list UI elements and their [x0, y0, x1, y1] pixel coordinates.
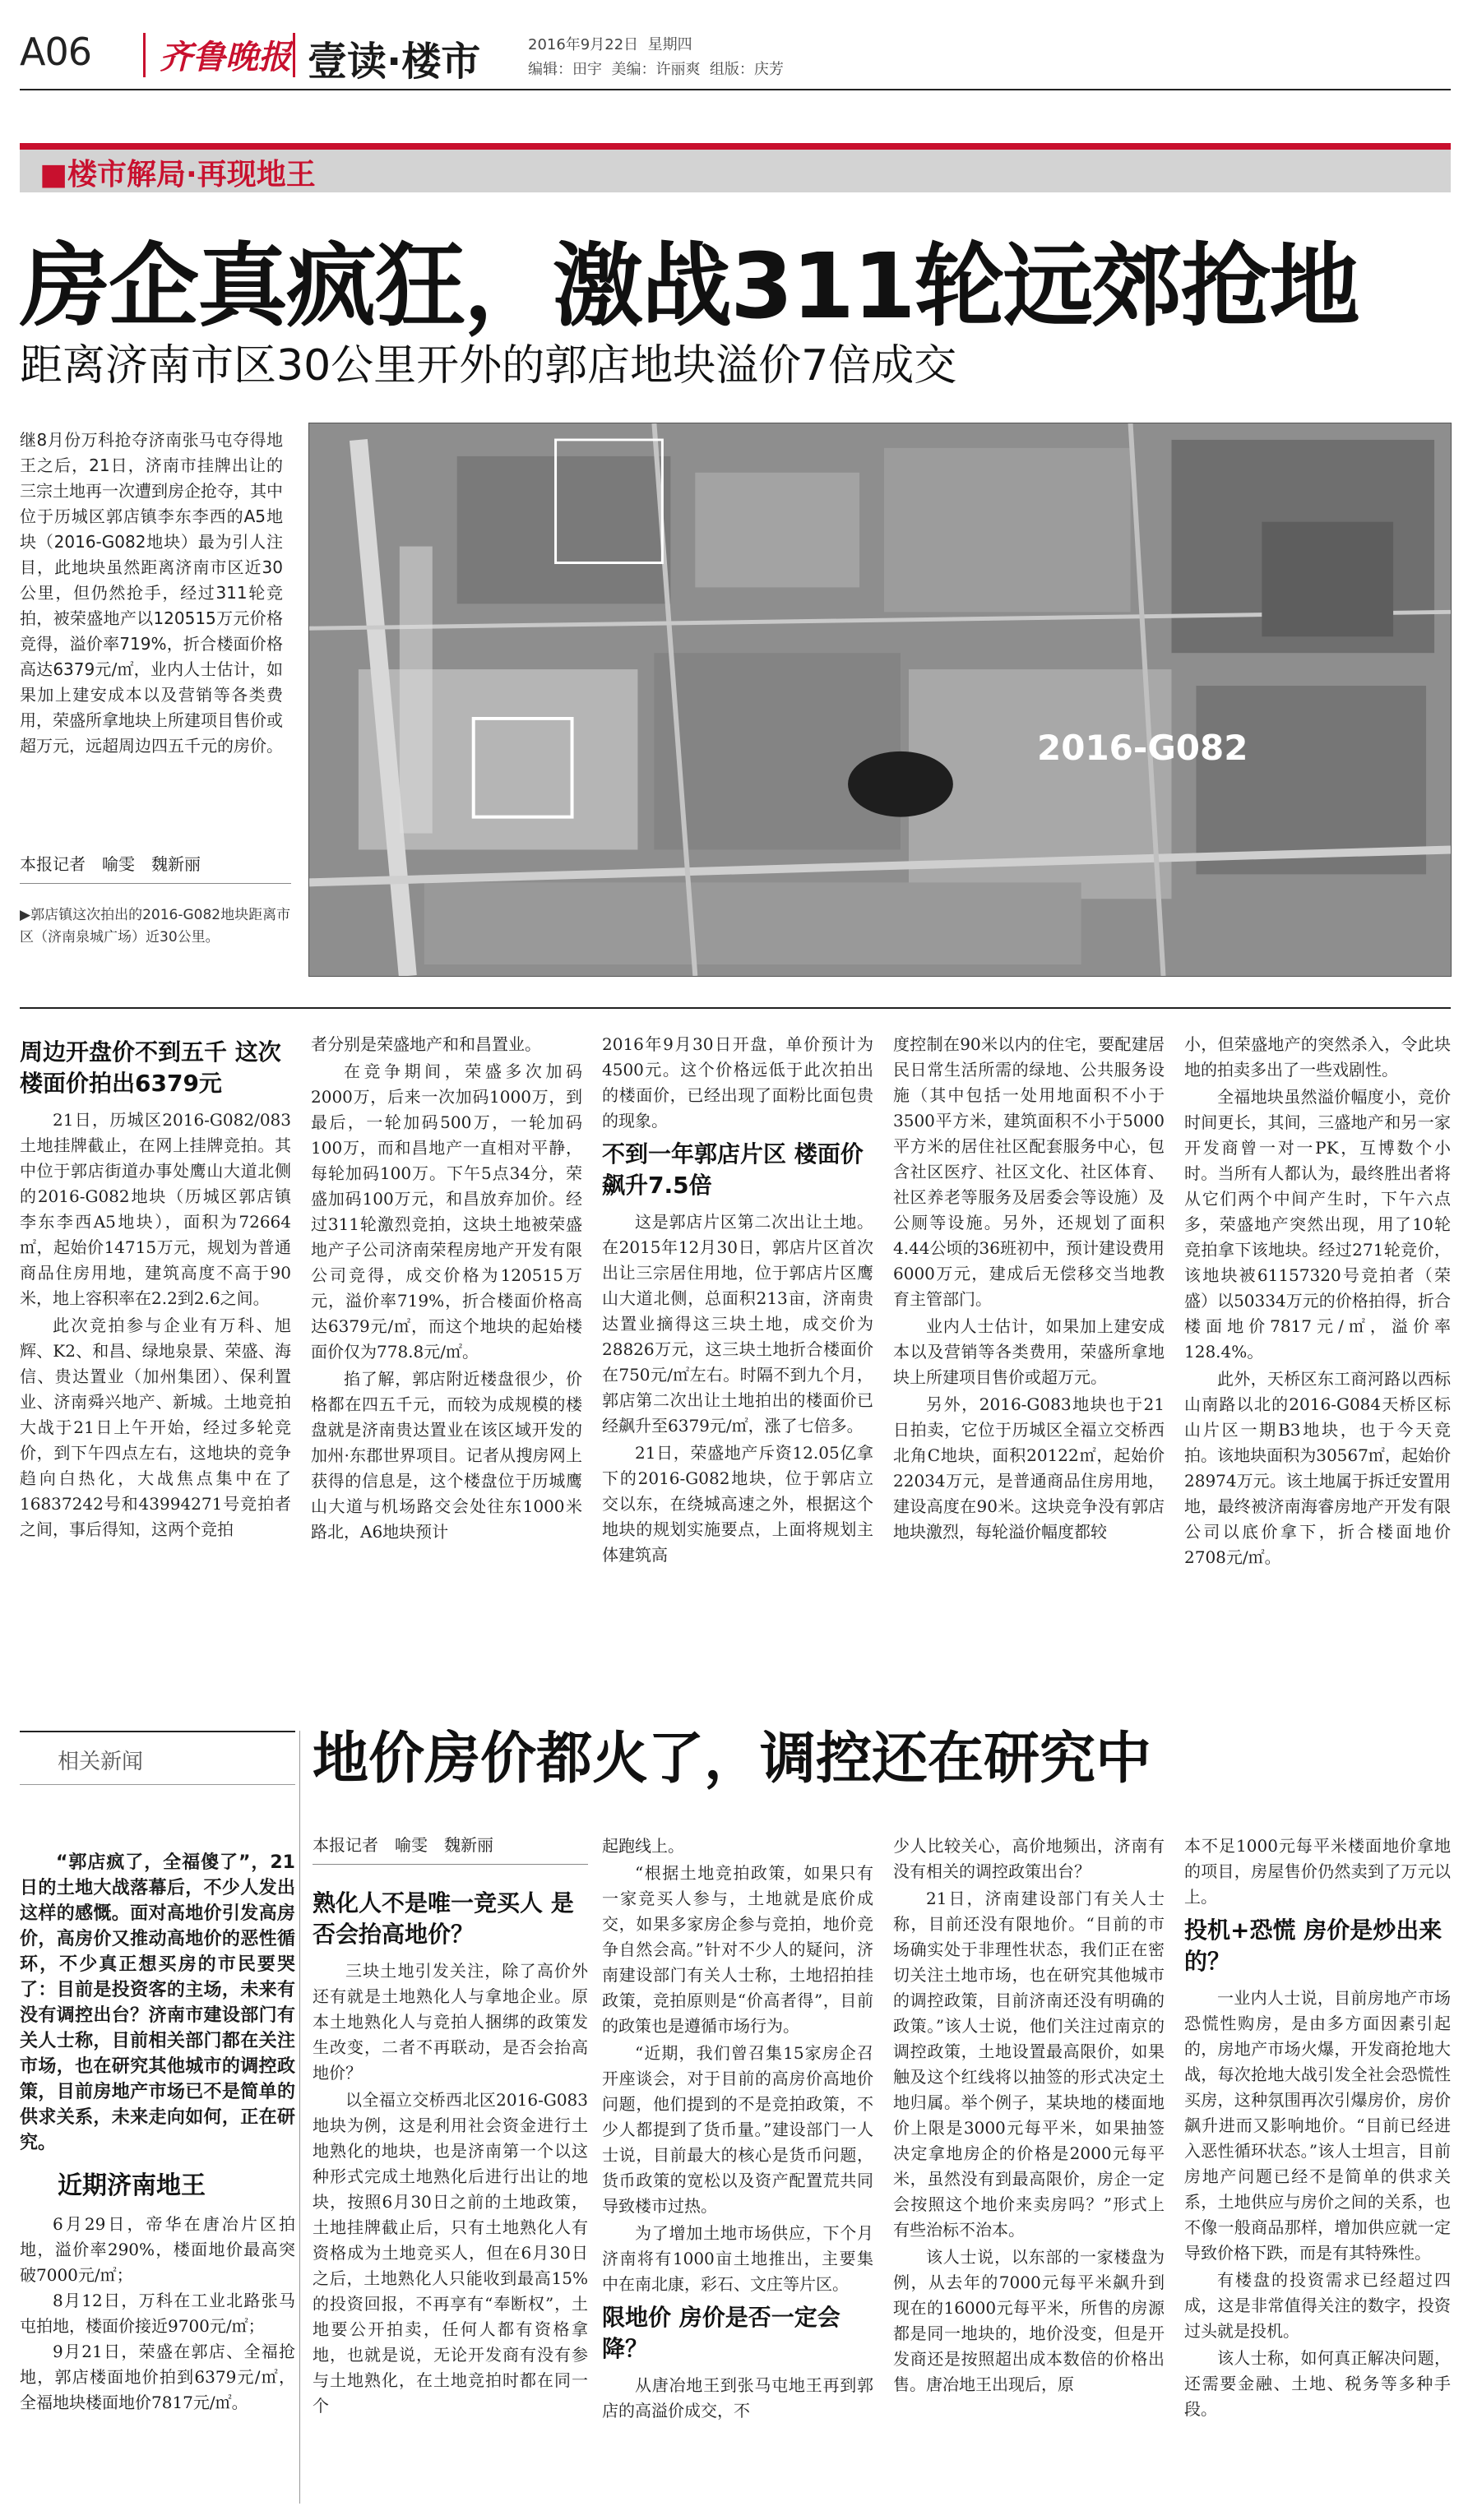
related-rule	[20, 1731, 295, 1732]
paragraph: “近期，我们曾召集15家房企召开座谈会，对于目前的高房价高地价问题，他们提到的不是竞拍政策，不少人都提到了货币量。”建设部门一人士说，目前最大的核心是货币问题，货币政策的宽松以及资产配置荒共同导致楼市过热。	[602, 2043, 873, 2216]
paragraph: “根据土地竞拍政策，如果只有一家竞买人参与，土地就是底价成交，如果多家房企参与竞拍，地价竞争自然会高。”针对不少人的疑问，济南建设部门有关人士称，土地招拍挂政策，竞拍原则是“价高者得”，目前的政策也是遵循市场行为。	[602, 1863, 873, 2036]
designer-credit: 美编：许丽爽	[611, 61, 701, 78]
paragraph: 起跑线上。	[602, 1836, 684, 1856]
paragraph: 为了增加土地市场供应，下个月济南将有1000亩土地推出，主要集中在南北康，彩石、文庄等片区。	[602, 2223, 873, 2294]
paragraph: 2016年9月30日开盘，单价预计为4500元。这个价格远低于此次拍出的楼面价，已经出现了面粉比面包贵的现象。	[602, 1034, 873, 1131]
list-item: 8月12日，万科在工业北路张马屯拍地，楼面价接近9700元/㎡；	[20, 2291, 295, 2336]
paragraph: 本不足1000元每平米楼面地价拿地的项目，房屋售价仍然卖到了万元以上。	[1184, 1836, 1451, 1907]
paragraph: 全福地块虽然溢价幅度小，竞价时间更长，其间，三盛地产和另一家开发商曾一对一PK，互博数个小时。当所有人都认为，最终胜出者将从它们两个中间产生时，下午六点多，荣盛地产突然出现，用了10轮竞拍拿下该地块。经过271轮竞价，该地块被61157320号竞拍者（荣盛）以50334万元的价格拍得，折合楼面地价7817元/㎡，溢价率128.4%。	[1184, 1087, 1451, 1362]
recent-land-kings-title: 近期济南地王	[58, 2171, 206, 2200]
editor-credit: 编辑：田宇	[528, 61, 602, 78]
article-column-3	[602, 1032, 873, 1624]
related-news-title: 相关新闻	[58, 1750, 144, 1774]
paragraph: 另外，2016-G083地块也于21日拍卖，它位于历城区全福立交桥西北角C地块，面积20122㎡，起始价22034万元，是普通商品住房用地，建设高度在90米。这块竞争没有郭店地块激烈，每轮溢价幅度都较	[893, 1394, 1165, 1542]
article-column-2	[311, 1032, 582, 1624]
masthead	[20, 25, 1451, 90]
issue-date	[528, 33, 692, 54]
paragraph: 此外，天桥区东工商河路以西标山南路以北的2016-G084天桥区标山片区一期B3地块，也于今天竞拍。该地块面积为30567㎡，起始价28974万元。该土地属于拆迁安置用地，最终被济南海睿房地产开发有限公司以底价拿下，折合楼面地价2708元/㎡。	[1184, 1369, 1451, 1567]
column-heading: 投机+恐慌 房价是炒出来的？	[1184, 1917, 1443, 1975]
paragraph: 业内人士估计，如果加上建安成本以及营销等各类费用，荣盛所拿地块上所建项目售价或超万元。	[893, 1316, 1165, 1387]
paragraph: 21日，历城区2016-G082/083土地挂牌截止，在网上挂牌竞拍。其中位于郭店街道办事处鹰山大道北侧的2016-G082地块（历城区郭店镇李东李西A5地块），面积为72664㎡，起始价14715万元，规划为普通商品住房用地，建筑高度不高于90米，地上容积率在2.2到2.6之间。	[20, 1110, 291, 1308]
story2-column-1	[313, 1883, 588, 2508]
satellite-map-photo	[308, 423, 1452, 977]
paragraph: 此次竞拍参与企业有万科、旭辉、K2、和昌、绿地泉景、荣盛、海信、贵达置业（加州集团）、保利置业、济南舜兴地产、新城。土地竞拍大战于21日上午开始，经过多轮竞价，到下午四点左右，这地块的竞争趋向白热化，大战焦点集中在了16837242号和43994271号竞拍者之间，事后得知，这两个竞拍	[20, 1315, 291, 1539]
paragraph: 小，但荣盛地产的突然杀入，令此块地的拍卖多出了一些戏剧性。	[1184, 1034, 1451, 1080]
article-column-4	[893, 1032, 1165, 1624]
paragraph: 少人比较关心，高价地频出，济南有没有相关的调控政策出台？	[893, 1836, 1165, 1881]
paragraph: 从唐冶地王到张马屯地王再到郭店的高溢价成交，不	[602, 2375, 873, 2421]
column-heading: 不到一年郭店片区 楼面价飙升7.5倍	[602, 1140, 864, 1199]
page-number: A06	[20, 30, 92, 74]
paragraph: 者分别是荣盛地产和和昌置业。	[311, 1034, 541, 1054]
article-column-5	[1184, 1032, 1451, 1624]
lead-paragraph: 继8月份万科抢夺济南张马屯夺得地王之后，21日，济南市挂牌出让的三宗土地再一次遭到房企抢夺，其中位于历城区郭店镇李东李西的A5地块（2016-G082地块）最为引人注目，此地块虽然距离济南市区近30公里，但仍然抢手，经过311轮竞拍，被荣盛地产以120515万元价格竞得，溢价率719%，折合楼面价格高达6379元/㎡，业内人士估计，如果加上建安成本以及营销等各类费用，荣盛所拿地块上所建项目售价或超万元，远超周边四五千元的房价。	[20, 430, 283, 756]
column-heading: 熟化人不是唯一竞买人 是否会抬高地价？	[313, 1889, 574, 1948]
photo-caption: ▶郭店镇这次拍出的2016-G082地块距离市区（济南泉城广场）近30公里。	[20, 907, 291, 946]
related-rule	[20, 1784, 295, 1785]
story2-headline: 地价房价都火了，调控还在研究中	[313, 1727, 1152, 1792]
article-column-1	[20, 1032, 291, 1624]
paragraph: 21日，济南建设部门有关人士称，目前还没有限地价。“目前的市场确实处于非理性状态，我们正在密切关注土地市场，也在研究其他城市的调控政策，目前济南还没有明确的政策。”该人士说，他们关注过南京的调控政策，土地设置最高限价，如果触及这个红线将以抽签的形式决定土地归属。举个例子，某块地的楼面地价上限是3000元每平米，如果抽签决定拿地房企的价格是2000元每平米，虽然没有到最高限价，房企一定会按照这个地价来卖房吗？”形式上有些治标不治本。	[893, 1889, 1165, 2240]
paragraph: 三块土地引发关注，除了高价外还有就是土地熟化人与拿地企业。原本土地熟化人与竞拍人捆绑的政策发生改变，二者不再联动，是否会抬高地价？	[313, 1961, 588, 2083]
paper-logo: 齐鲁晚报	[160, 38, 291, 76]
paragraph: 以全福立交桥西北区2016-G083地块为例，这是利用社会资金进行土地熟化的地块，也是济南第一个以这种形式完成土地熟化后进行出让的地块，按照6月30日之前的土地政策，土地挂牌截止后，只有土地熟化人有资格成为土地竞买人，但在6月30日之后，土地熟化人只能收到最高15%的投资回报，不再享有“奉断权”，土地要公开拍卖，任何人都有资格拿地，也就是说，无论开发商有没有参与土地熟化，在土地竞拍时都在同一个	[313, 2090, 588, 2416]
story2-column-3	[893, 1833, 1165, 2508]
masthead-separator	[293, 33, 295, 77]
section-divider	[20, 1007, 1451, 1009]
related-news-body	[20, 1850, 295, 2156]
byline: 本报记者 喻雯 魏新丽	[20, 851, 291, 884]
paragraph: “郭店疯了，全福傻了”，21日的土地大战落幕后，不少人发出这样的感慨。面对高地价引发高房价，高房价又推动高地价的恶性循环，不少真正想买房的市民要哭了：目前是投资客的主场，未来有没有调控出台？济南市建设部门有关人士称，目前相关部门都在关注市场，也在研究其他城市的调控政策，目前房地产市场已不是简单的供求关系，未来走向如何，正在研究。	[20, 1852, 295, 2153]
map-graphic	[309, 423, 1451, 976]
kicker: ■楼市解局·再现地王	[39, 158, 316, 192]
plot-label: 2016-G082	[1037, 728, 1248, 768]
story2-column-4	[1184, 1833, 1451, 2508]
paragraph: 度控制在90米以内的住宅，要配建居民日常生活所需的绿地、公共服务设施（其中包括一处用地面积不小于3500平方米，建筑面积不小于5000平方米的居住社区配套服务中心，包含社区医疗、社区文化、社区体育、社区养老等服务及居委会等设施）及公厕等设施。另外，还规划了面积4.44公顷的36班初中，预计建设费用6000万元，建成后无偿移交当地教育主管部门。	[893, 1034, 1165, 1309]
section-name: 壹读·楼市	[308, 39, 481, 85]
paragraph: 有楼盘的投资需求已经超过四成，这是非常值得关注的数字，投资过头就是投机。	[1184, 2270, 1451, 2341]
story2-column-2	[602, 1833, 873, 2508]
paragraph: 该人士称，如何真正解决问题，还需要金融、土地、税务等多种手段。	[1184, 2348, 1451, 2419]
date: 2016年9月22日	[528, 36, 639, 53]
story2-byline: 本报记者 喻雯 魏新丽	[313, 1832, 588, 1865]
column-heading: 周边开盘价不到五千 这次楼面价拍出6379元	[20, 1038, 281, 1097]
recent-land-kings-list	[20, 2212, 295, 2416]
subheadline: 距离济南市区30公里开外的郭店地块溢价7倍成交	[20, 341, 957, 391]
paragraph: 一业内人士说，目前房地产市场恐慌性购房，是由多方面因素引起的，房地产市场火爆，开发商抢地大战，每次抢地大战引发全社会恐慌性买房，这种氛围再次引爆房价，房价飙升进而又影响地价。“目前已经进入恶性循环状态。”该人士坦言，目前房地产问题已经不是简单的供求关系，土地供应与房价之间的关系，也不像一般商品那样，增加供应就一定导致价格下跌，而是有其特殊性。	[1184, 1988, 1451, 2263]
list-item: 9月21日，荣盛在郭店、全福抢地，郭店楼面地价拍到6379元/㎡，全福地块楼面地价7817元/㎡。	[20, 2342, 295, 2412]
column-heading: 限地价 房价是否一定会降？	[602, 2304, 841, 2362]
paragraph: 掐了解，郭店附近楼盘很少，价格都在四五千元，而较为成规模的楼盘就是济南贵达置业在该区域开发的加州·东郡世界项目。记者从搜房网上获得的信息是，这个楼盘位于历城鹰山大道与机场路交会处往东1000米路北，A6地块预计	[311, 1369, 582, 1542]
proof-credit: 组版：庆芳	[709, 61, 784, 78]
weekday: 星期四	[647, 36, 692, 53]
paragraph: 在竞争期间，荣盛多次加码2000万，后来一次加码1000万，到最后，一轮加码500万，一轮加码100万，而和昌地产一直相对平静，每轮加码100万。下午5点34分，荣盛加码100万元，和昌放弃加价。经过311轮激烈竞拍，这块土地被荣盛地产子公司济南荣程房地产开发有限公司竞得，成交价格为120515万元，溢价率719%，折合楼面价格高达6379元/㎡，而这个地块的起始楼面价仅为778.8元/㎡。	[311, 1061, 582, 1362]
list-item: 6月29日，帝华在唐冶片区拍地，溢价率290%，楼面地价最高突破7000元/㎡；	[20, 2214, 295, 2285]
column-rule	[299, 1731, 300, 2504]
masthead-separator	[143, 33, 146, 77]
paragraph: 21日，荣盛地产斥资12.05亿拿下的2016-G082地块，位于郭店立交以东，在绕城高速之外，根据这个地块的规划实施要点，上面将规划主体建筑高	[602, 1443, 873, 1565]
headline: 房企真疯狂，激战311轮远郊抢地	[20, 234, 1359, 339]
paragraph: 这是郭店片区第二次出让土地。在2015年12月30日，郭店片区首次出让三宗居住用地，位于郭店片区鹰山大道北侧，总面积213亩，济南贵达置业摘得这三块土地，成交价为28826万元，这三块土地折合楼面价在750元/㎡左右。时隔不到九个月，郭店第二次出让土地拍出的楼面价已经飙升至6379元/㎡，涨了七倍多。	[602, 1212, 873, 1436]
paragraph: 该人士说，以东部的一家楼盘为例，从去年的7000元每平米飙升到现在的16000元每平米，所售的房源都是同一地块的，地价没变，但是开发商还是按照超出成本数倍的价格出售。唐冶地王出现后，原	[893, 2247, 1165, 2394]
staff-credits	[528, 58, 784, 79]
